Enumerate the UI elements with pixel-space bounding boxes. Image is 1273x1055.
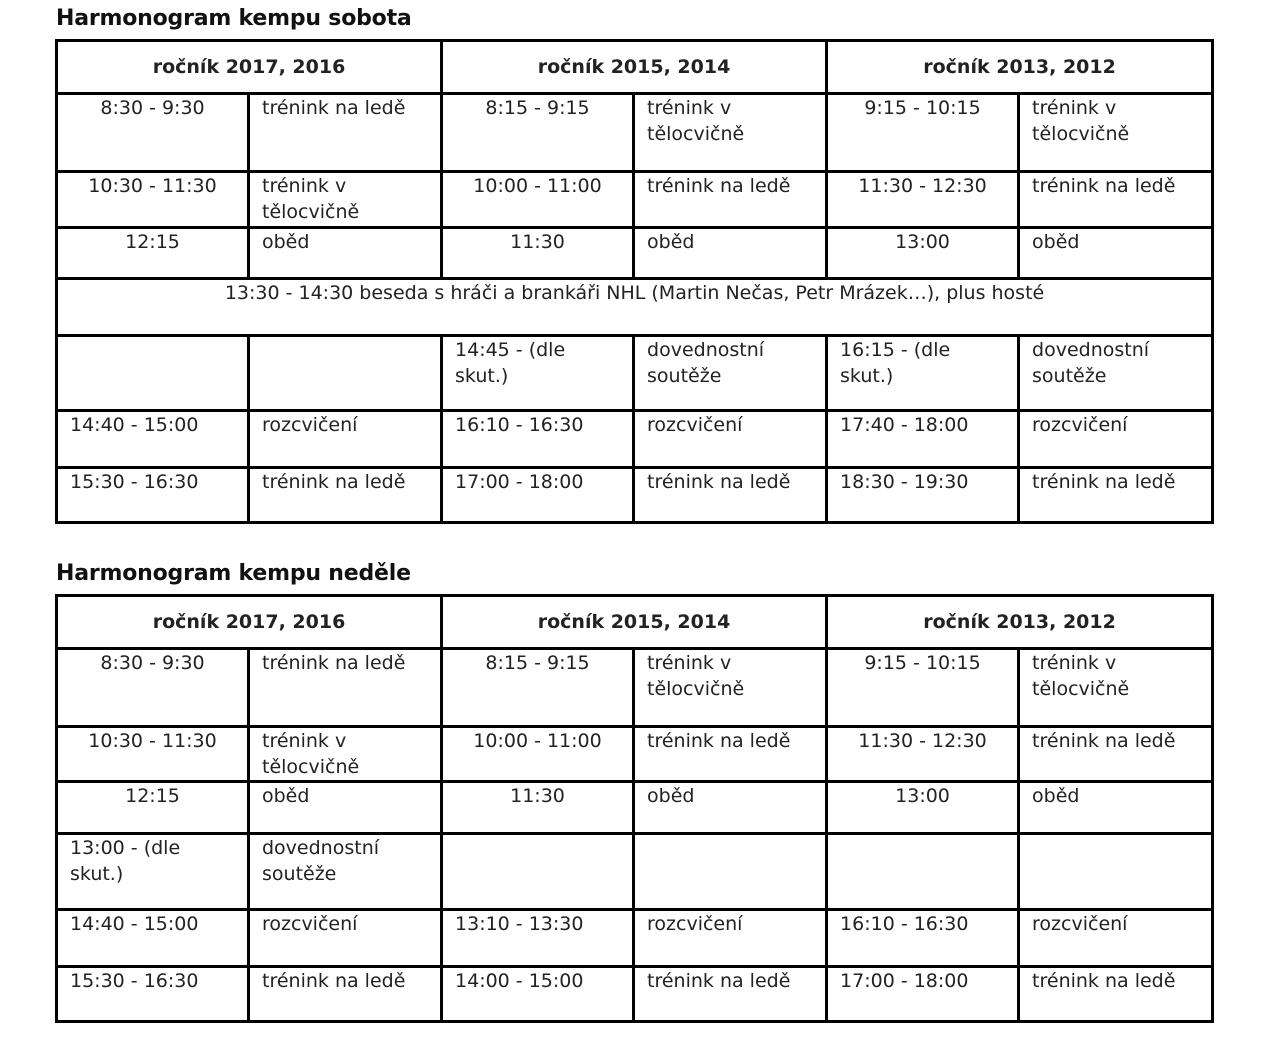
column-header: ročník 2013, 2012 [827, 596, 1213, 649]
activity-cell: trénink na ledě [249, 649, 442, 727]
table-row [57, 649, 1213, 727]
column-header: ročník 2015, 2014 [442, 596, 827, 649]
table-row [57, 468, 1213, 523]
time-cell: 16:15 - (dle skut.) [827, 336, 1019, 411]
activity-cell: dovednostní soutěže [1019, 336, 1213, 411]
activity-cell: trénink v tělocvičně [634, 94, 827, 172]
table-row [57, 967, 1213, 1022]
time-cell [442, 834, 634, 910]
time-cell: 11:30 [442, 228, 634, 279]
time-cell: 18:30 - 19:30 [827, 468, 1019, 523]
time-cell: 9:15 - 10:15 [827, 649, 1019, 727]
activity-cell: oběd [634, 782, 827, 834]
activity-cell: trénink na ledě [1019, 172, 1213, 228]
time-cell: 15:30 - 16:30 [57, 468, 249, 523]
nhl-event-cell: 13:30 - 14:30 beseda s hráči a brankáři NHL (Martin Nečas, Petr Mrázek…), plus hosté [57, 279, 1213, 336]
time-cell: 13:10 - 13:30 [442, 910, 634, 967]
time-cell: 12:15 [57, 228, 249, 279]
table-row [57, 910, 1213, 967]
time-cell: 17:00 - 18:00 [442, 468, 634, 523]
activity-cell: rozcvičení [1019, 910, 1213, 967]
time-cell: 15:30 - 16:30 [57, 967, 249, 1022]
table-row [57, 782, 1213, 834]
activity-cell: trénink na ledě [249, 94, 442, 172]
activity-cell: oběd [634, 228, 827, 279]
time-cell: 16:10 - 16:30 [827, 910, 1019, 967]
time-cell: 11:30 - 12:30 [827, 727, 1019, 782]
activity-cell: trénink na ledě [1019, 967, 1213, 1022]
activity-cell: dovednostní soutěže [634, 336, 827, 411]
table-row [57, 834, 1213, 910]
table-row [57, 411, 1213, 468]
activity-cell: trénink v tělocvičně [1019, 649, 1213, 727]
time-cell: 11:30 - 12:30 [827, 172, 1019, 228]
activity-cell: trénink na ledě [249, 967, 442, 1022]
table-row [57, 727, 1213, 782]
activity-cell [1019, 834, 1213, 910]
activity-cell: rozcvičení [249, 910, 442, 967]
activity-cell: trénink na ledě [634, 468, 827, 523]
sunday-title: Harmonogram kempu neděle [56, 561, 411, 586]
activity-cell: trénink v tělocvičně [1019, 94, 1213, 172]
table-row [57, 336, 1213, 411]
table-row [57, 279, 1213, 336]
time-cell: 13:00 [827, 228, 1019, 279]
activity-cell: trénink na ledě [634, 172, 827, 228]
time-cell: 10:00 - 11:00 [442, 172, 634, 228]
time-cell: 10:30 - 11:30 [57, 172, 249, 228]
time-cell: 8:15 - 9:15 [442, 649, 634, 727]
table-row [57, 228, 1213, 279]
activity-cell [634, 834, 827, 910]
saturday-schedule-table [55, 39, 1214, 524]
sunday-schedule-table [55, 594, 1214, 1023]
time-cell: 13:00 [827, 782, 1019, 834]
time-cell: 14:00 - 15:00 [442, 967, 634, 1022]
activity-cell: oběd [1019, 782, 1213, 834]
time-cell: 14:45 - (dle skut.) [442, 336, 634, 411]
activity-cell: rozcvičení [634, 411, 827, 468]
time-cell: 8:15 - 9:15 [442, 94, 634, 172]
time-cell: 12:15 [57, 782, 249, 834]
activity-cell: trénink na ledě [249, 468, 442, 523]
time-cell: 10:30 - 11:30 [57, 727, 249, 782]
activity-cell: dovednostní soutěže [249, 834, 442, 910]
column-header: ročník 2013, 2012 [827, 41, 1213, 94]
table-row [57, 172, 1213, 228]
time-cell: 13:00 - (dle skut.) [57, 834, 249, 910]
activity-cell [249, 336, 442, 411]
time-cell [827, 834, 1019, 910]
column-header: ročník 2015, 2014 [442, 41, 827, 94]
table-header-row [57, 41, 1213, 94]
time-cell: 17:00 - 18:00 [827, 967, 1019, 1022]
column-header: ročník 2017, 2016 [57, 41, 442, 94]
time-cell: 16:10 - 16:30 [442, 411, 634, 468]
activity-cell: trénink v tělocvičně [249, 727, 442, 782]
time-cell: 14:40 - 15:00 [57, 411, 249, 468]
activity-cell: trénink na ledě [1019, 468, 1213, 523]
time-cell: 11:30 [442, 782, 634, 834]
activity-cell: trénink v tělocvičně [249, 172, 442, 228]
activity-cell: rozcvičení [1019, 411, 1213, 468]
activity-cell: rozcvičení [634, 910, 827, 967]
time-cell: 9:15 - 10:15 [827, 94, 1019, 172]
activity-cell: rozcvičení [249, 411, 442, 468]
activity-cell: oběd [249, 782, 442, 834]
time-cell: 10:00 - 11:00 [442, 727, 634, 782]
activity-cell: oběd [249, 228, 442, 279]
time-cell: 17:40 - 18:00 [827, 411, 1019, 468]
saturday-title: Harmonogram kempu sobota [56, 6, 412, 31]
activity-cell: trénink v tělocvičně [634, 649, 827, 727]
time-cell [57, 336, 249, 411]
column-header: ročník 2017, 2016 [57, 596, 442, 649]
table-header-row [57, 596, 1213, 649]
activity-cell: trénink na ledě [1019, 727, 1213, 782]
activity-cell: trénink na ledě [634, 727, 827, 782]
activity-cell: oběd [1019, 228, 1213, 279]
time-cell: 14:40 - 15:00 [57, 910, 249, 967]
table-row [57, 94, 1213, 172]
time-cell: 8:30 - 9:30 [57, 649, 249, 727]
time-cell: 8:30 - 9:30 [57, 94, 249, 172]
activity-cell: trénink na ledě [634, 967, 827, 1022]
